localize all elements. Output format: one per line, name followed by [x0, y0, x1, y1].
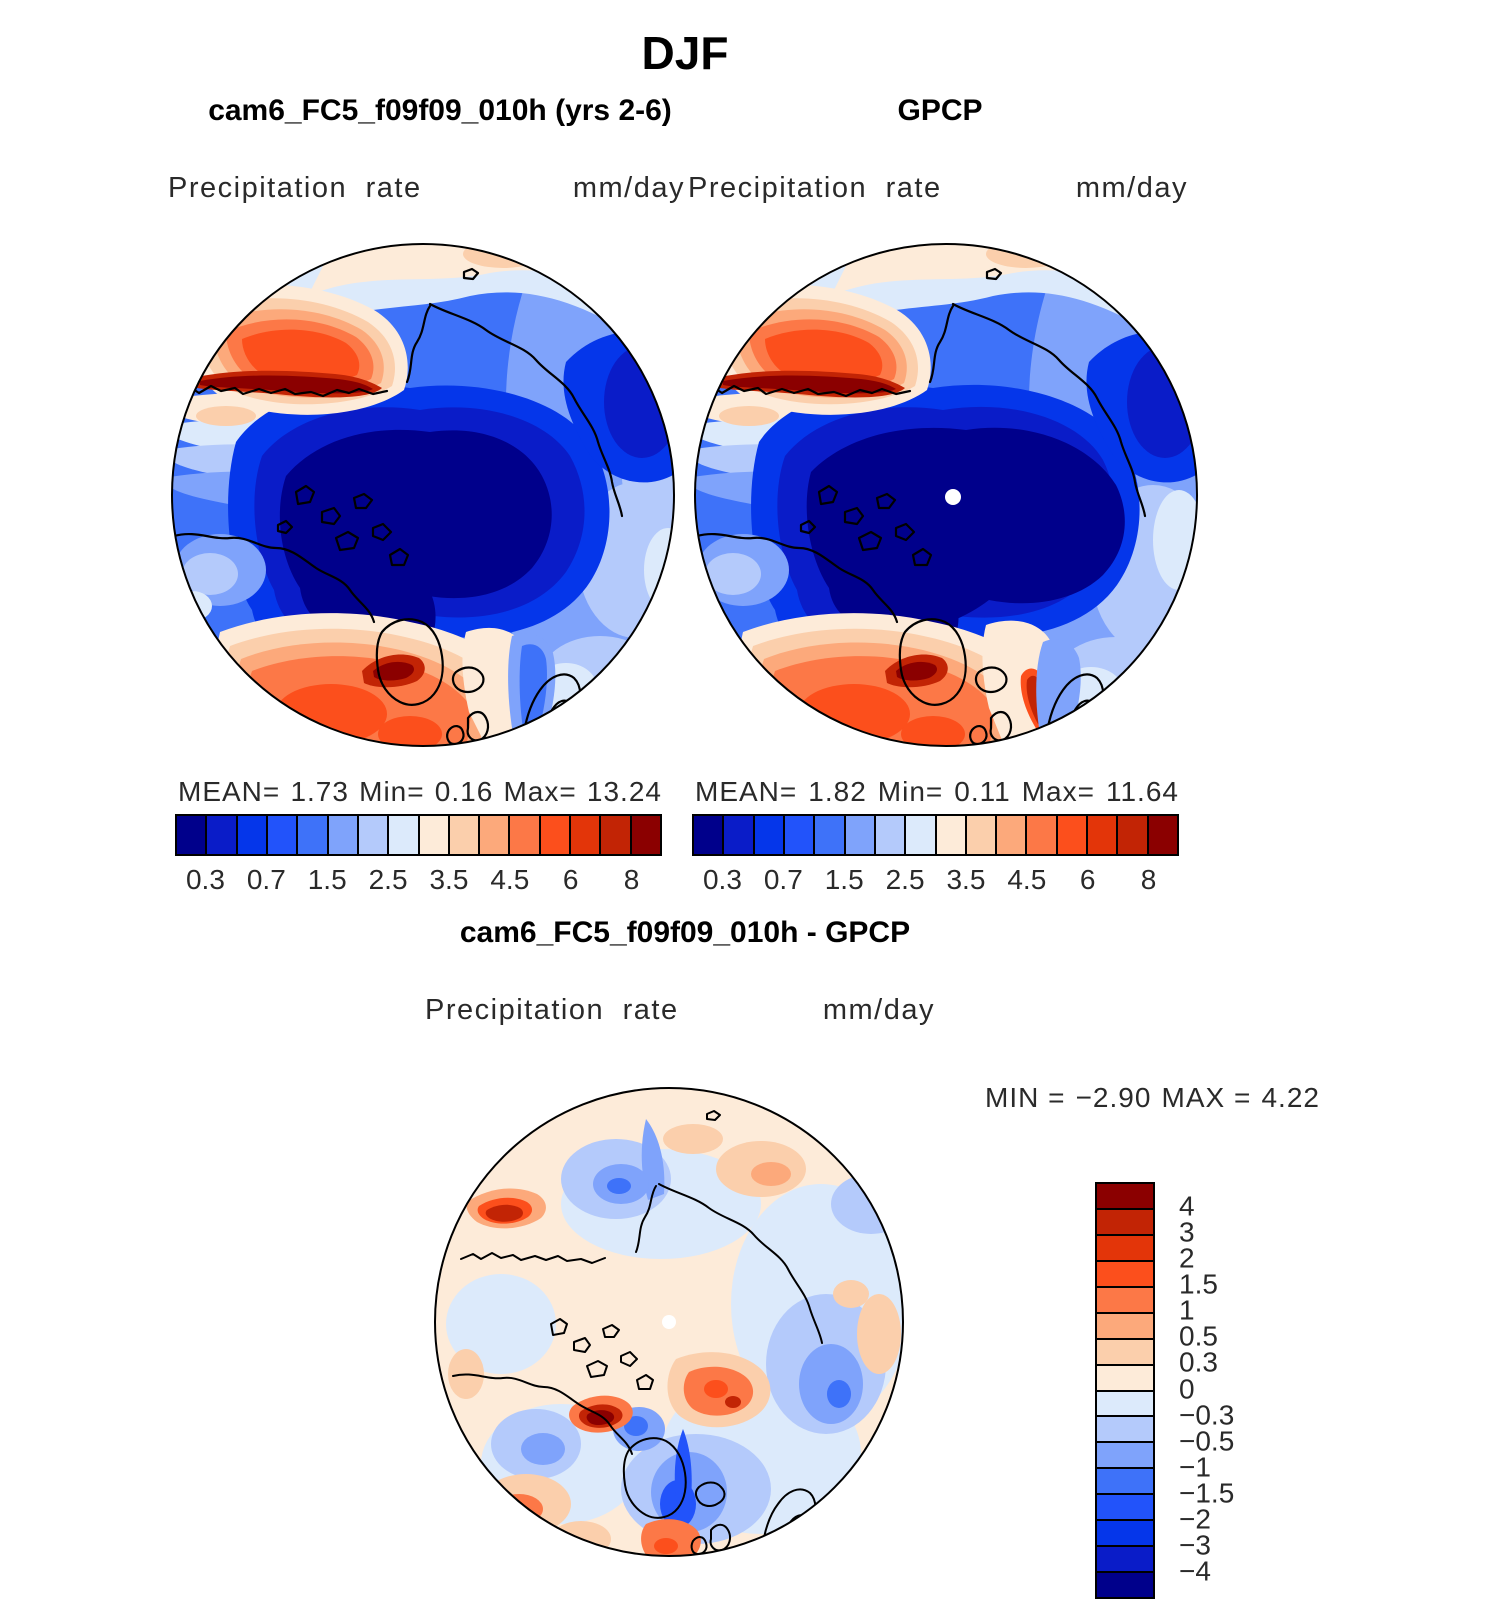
colorbar-tick-label: 1.5 [824, 864, 864, 895]
colorbar-tick-label: 1 [1179, 1294, 1195, 1326]
max-label: MAX = [1161, 1082, 1252, 1113]
colorbar-tick-label: 3.5 [946, 864, 986, 895]
colorbar-tick-label: −2 [1179, 1503, 1211, 1535]
colorbar-cell [418, 814, 450, 856]
colorbar-tick-label: 6 [562, 864, 579, 895]
colorbar-model [175, 814, 662, 895]
colorbar-cells [692, 814, 1179, 856]
colorbar-tick-label: −1 [1179, 1451, 1211, 1483]
colorbar-cell [813, 814, 845, 856]
field-label-obs: Precipitation rate [688, 172, 942, 204]
field-label-diff: Precipitation rate [425, 994, 679, 1026]
colorbar-cell [357, 814, 389, 856]
colorbar-cell [904, 814, 936, 856]
colorbar-cell [722, 814, 754, 856]
max-label: Max= [1021, 776, 1095, 807]
max-value: 4.22 [1261, 1082, 1320, 1113]
colorbar-cell [1095, 1415, 1155, 1443]
field-label-model: Precipitation rate [168, 172, 422, 204]
colorbar-tick-label: 0.5 [1179, 1320, 1218, 1352]
colorbar-cell [175, 814, 207, 856]
colorbar-cell [1095, 1519, 1155, 1547]
colorbar-tick-label: 0.3 [702, 864, 742, 895]
colorbar-cell [1095, 1260, 1155, 1288]
max-value: 13.24 [586, 776, 662, 807]
colorbar-cell [236, 814, 268, 856]
colorbar-cell [1095, 1234, 1155, 1262]
panel-title-diff: cam6_FC5_f09f09_010h - GPCP [459, 916, 911, 949]
colorbar-tick-label: 0.3 [1179, 1346, 1218, 1378]
colorbar-cell [1095, 1493, 1155, 1521]
colorbar-cell [448, 814, 480, 856]
colorbar-cell [1056, 814, 1088, 856]
panel-title-model: cam6_FC5_f09f09_010h (yrs 2-6) [208, 94, 672, 127]
colorbar-tick-label: 3.5 [429, 864, 469, 895]
map-obs-plot [691, 240, 1201, 750]
colorbar-cell [692, 814, 724, 856]
colorbar-cell [844, 814, 876, 856]
colorbar-tick-label: 4.5 [490, 864, 530, 895]
pole-dot [945, 489, 961, 505]
colorbar-tick-label: 4.5 [1007, 864, 1047, 895]
colorbar-cell [1095, 1441, 1155, 1469]
units-label-model: mm/day [572, 172, 685, 204]
colorbar-cell [1116, 814, 1148, 856]
colorbar-cell [569, 814, 601, 856]
colorbar-cell [599, 814, 631, 856]
colorbar-cell [1095, 1571, 1155, 1599]
colorbar-tick-label: −1.5 [1179, 1477, 1235, 1509]
colorbar-cell [1086, 814, 1118, 856]
colorbar-cell [327, 814, 359, 856]
colorbar-cell [205, 814, 237, 856]
colorbar-cell [508, 814, 540, 856]
colorbar-cell [935, 814, 967, 856]
colorbar-tick-label: 8 [623, 864, 640, 895]
colorbar-cell [1095, 1390, 1155, 1418]
colorbar-tick-label: 3 [1179, 1216, 1195, 1248]
colorbar-cell [478, 814, 510, 856]
map-model-plot [168, 240, 678, 750]
pole-dot [662, 1315, 676, 1329]
stats-row-obs [695, 776, 1179, 808]
max-label: Max= [503, 776, 577, 807]
colorbar-cell [387, 814, 419, 856]
colorbar-obs [692, 814, 1179, 895]
colorbar-cell [1095, 1208, 1155, 1236]
colorbar-cells [175, 814, 662, 856]
stats-row-model [178, 776, 662, 808]
colorbar-cell [1095, 1338, 1155, 1366]
units-label-obs: mm/day [1075, 172, 1188, 204]
stats-row-diff [985, 1082, 1320, 1114]
mean-label: MEAN= [695, 776, 798, 807]
colorbar-cell [266, 814, 298, 856]
colorbar-cell [1147, 814, 1179, 856]
mean-label: MEAN= [178, 776, 281, 807]
colorbar-tick-label: 2 [1179, 1242, 1195, 1274]
colorbar-tick-label: 1.5 [1179, 1268, 1218, 1300]
colorbar-tick-label: 2.5 [368, 864, 408, 895]
colorbar-cell [1095, 1467, 1155, 1495]
colorbar-cell [630, 814, 662, 856]
colorbar-cell [995, 814, 1027, 856]
units-label-diff: mm/day [822, 994, 935, 1026]
min-value: −2.90 [1075, 1082, 1152, 1113]
min-label: Min= [359, 776, 425, 807]
min-label: Min= [877, 776, 944, 807]
colorbar-cell [874, 814, 906, 856]
colorbar-cells [1095, 1182, 1155, 1599]
colorbar-cell [965, 814, 997, 856]
map-obs [691, 240, 1201, 750]
colorbar-tick-label: 2.5 [885, 864, 925, 895]
colorbar-tick-label: −4 [1179, 1555, 1211, 1587]
map-diff [431, 1084, 907, 1560]
colorbar-tick-label: 0.7 [763, 864, 803, 895]
min-label: MIN = [985, 1082, 1066, 1113]
colorbar-tick-label: −0.5 [1179, 1425, 1235, 1457]
colorbar-cell [539, 814, 571, 856]
figure-title: DJF [641, 27, 729, 79]
colorbar-cell [1025, 814, 1057, 856]
colorbar-cell [1095, 1182, 1155, 1210]
colorbar-cell [1095, 1545, 1155, 1573]
colorbar-tick-label: 0.3 [185, 864, 225, 895]
colorbar-tick-label: 4 [1179, 1190, 1195, 1222]
colorbar-tick-label: 0.7 [246, 864, 286, 895]
colorbar-tick-label: −3 [1179, 1529, 1211, 1561]
min-value: 0.11 [954, 776, 1011, 807]
map-model [168, 240, 678, 750]
map-diff-plot [431, 1084, 907, 1560]
colorbar-cell [1095, 1364, 1155, 1392]
colorbar-cell [1095, 1286, 1155, 1314]
colorbar-tick-label: 0 [1179, 1372, 1195, 1404]
min-value: 0.16 [434, 776, 494, 807]
colorbar-cell [753, 814, 785, 856]
colorbar-cell [296, 814, 328, 856]
mean-value: 1.82 [808, 776, 867, 807]
panel-title-obs: GPCP [897, 94, 983, 127]
colorbar-cell [783, 814, 815, 856]
colorbar-tick-label: −0.3 [1179, 1398, 1235, 1430]
mean-value: 1.73 [290, 776, 349, 807]
max-value: 11.64 [1105, 776, 1179, 807]
colorbar-tick-label: 8 [1140, 864, 1157, 895]
colorbar-tick-label: 1.5 [307, 864, 347, 895]
colorbar-diff [1095, 1182, 1235, 1599]
colorbar-cell [1095, 1312, 1155, 1340]
colorbar-tick-label: 6 [1079, 864, 1096, 895]
